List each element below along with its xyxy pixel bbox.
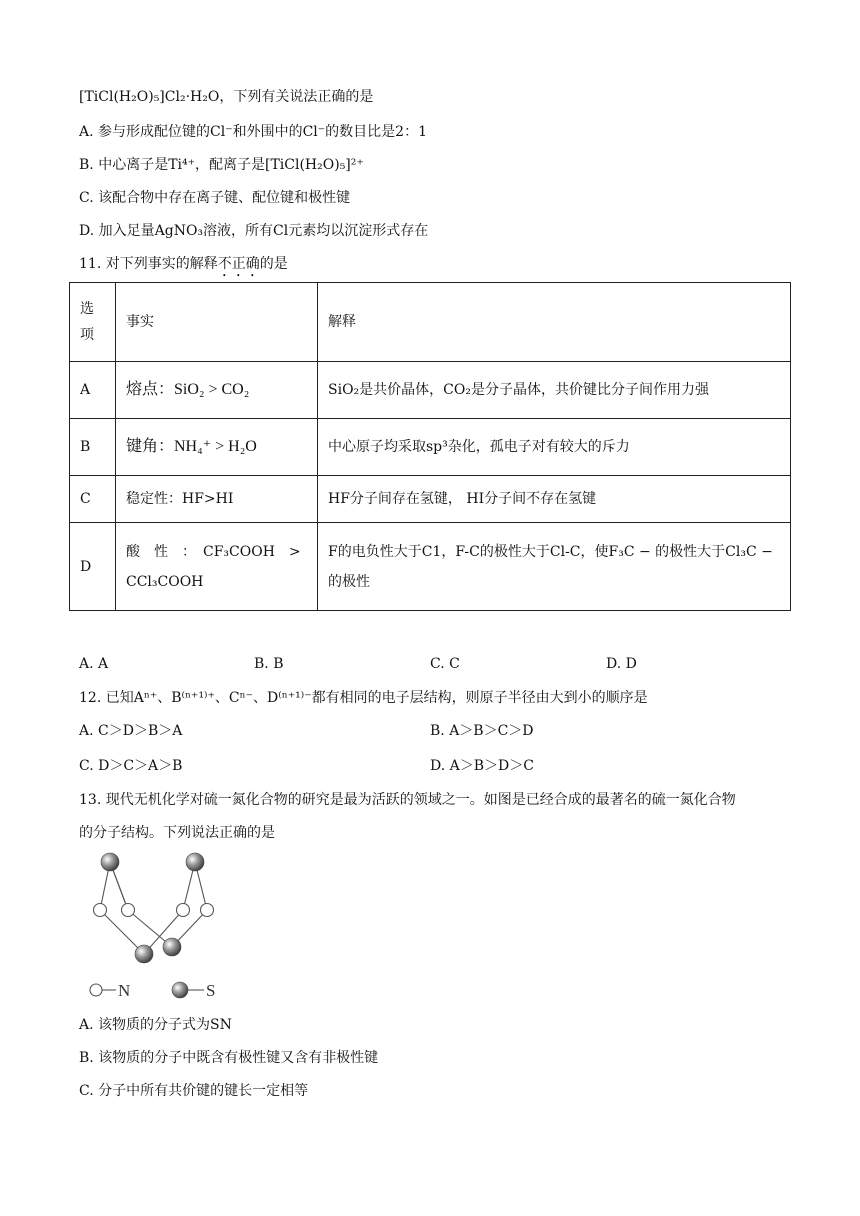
q13-option-c: C. 分子中所有共价键的键长一定相等 xyxy=(79,1083,309,1099)
n-atom xyxy=(201,904,214,917)
q13-option-a: A. 该物质的分子式为SN xyxy=(79,1017,232,1033)
q10-option-d: D. 加入足量AgNO₃溶液，所有Cl元素均以沉淀形式存在 xyxy=(79,223,429,239)
q12-option-a: A. C＞D＞B＞A xyxy=(79,723,183,739)
q12-option-d: D. A＞B＞D＞C xyxy=(430,758,534,774)
row-d-fact xyxy=(116,523,318,611)
q11-answer-a: A. A xyxy=(79,656,109,672)
q13-stem-line1: 13. 现代无机化学对硫一氮化合物的研究是最为活跃的领域之一。如图是已经合成的最著名的硫一氮化合物 xyxy=(79,792,736,808)
q12-option-c: C. D＞C＞A＞B xyxy=(79,758,183,774)
q11-stem xyxy=(79,255,288,280)
row-d-explain-line2: 的极性 xyxy=(328,573,370,590)
row-c-option: C xyxy=(70,476,116,523)
s-atom xyxy=(186,853,204,871)
q10-option-a: A. 参与形成配位键的Cl⁻和外围中的Cl⁻的数目比是2：1 xyxy=(79,124,427,140)
q10-option-c: C. 该配合物中存在离子键、配位键和极性键 xyxy=(79,190,351,206)
q10-option-b: B. 中心离子是Ti⁴⁺，配离子是[TiCl(H₂O)₅]²⁺ xyxy=(79,157,364,173)
row-d-option: D xyxy=(70,523,116,611)
header-option: 选项 xyxy=(70,283,116,362)
legend-s-label: S xyxy=(206,981,216,1000)
s-atom xyxy=(101,853,119,871)
row-d-fact-line1: 酸 性 ： CF₃COOH > xyxy=(126,543,301,560)
legend-s-symbol xyxy=(172,982,188,998)
bond-lines xyxy=(100,862,207,954)
q11-stem-suffix: 的是 xyxy=(259,256,288,272)
q13-stem-line2: 的分子结构。下列说法正确的是 xyxy=(79,825,275,841)
q11-answer-c: C. C xyxy=(430,656,460,672)
row-d-fact-line2: CCl₃COOH xyxy=(126,573,204,590)
q11-stem-prefix: 11. 对下列事实的解释 xyxy=(79,256,218,272)
legend-n-symbol xyxy=(90,984,102,996)
table-header-row xyxy=(70,283,791,362)
q12-stem: 12. 已知Aⁿ⁺、B⁽ⁿ⁺¹⁾⁺、Cⁿ⁻、D⁽ⁿ⁺¹⁾⁻都有相同的电子层结构，则原子半径由大到小的顺序是 xyxy=(79,690,648,706)
legend xyxy=(90,981,215,1000)
q12-option-b: B. A＞B＞C＞D xyxy=(430,723,534,739)
row-b-fact: 键角：NH₄⁺ > H₂O xyxy=(116,419,318,476)
q13-option-b: B. 该物质的分子中既含有极性键又含有非极性键 xyxy=(79,1050,379,1066)
row-c-explain: HF分子间存在氢键， HI分子间不存在氢键 xyxy=(318,476,791,523)
table-row xyxy=(70,476,791,523)
q11-answer-d: D. D xyxy=(606,656,637,672)
row-d-explain xyxy=(318,523,791,611)
q10-stem: [TiCl(H₂O)₅]Cl₂·H₂O，下列有关说法正确的是 xyxy=(79,89,374,105)
s-atom xyxy=(163,938,181,956)
row-c-fact: 稳定性：HF>HI xyxy=(116,476,318,523)
row-b-explain: 中心原子均采取sp³杂化，孤电子对有较大的斥力 xyxy=(318,419,791,476)
row-b-option: B xyxy=(70,419,116,476)
q11-answer-b: B. B xyxy=(254,656,284,672)
s-atom xyxy=(135,945,153,963)
row-d-explain-line1: F的电负性大于C1，F-C的极性大于Cl-C，使F₃C − 的极性大于Cl₃C − xyxy=(328,543,773,560)
header-explain: 解释 xyxy=(318,283,791,362)
n-atom xyxy=(177,904,190,917)
header-fact: 事实 xyxy=(116,283,318,362)
row-a-explain: SiO₂是共价晶体，CO₂是分子晶体，共价键比分子间作用力强 xyxy=(318,362,791,419)
q11-table xyxy=(69,282,791,611)
table-row xyxy=(70,419,791,476)
row-a-option: A xyxy=(70,362,116,419)
q11-stem-emphasis: 不正确 xyxy=(217,256,260,272)
nitrogen-atoms xyxy=(94,904,214,917)
n-atom xyxy=(94,904,107,917)
sn-molecule-diagram xyxy=(80,848,240,1000)
n-atom xyxy=(122,904,135,917)
row-a-fact: 熔点：SiO₂ > CO₂ xyxy=(116,362,318,419)
legend-n-label: N xyxy=(118,981,131,1000)
table-row xyxy=(70,523,791,611)
table-row xyxy=(70,362,791,419)
